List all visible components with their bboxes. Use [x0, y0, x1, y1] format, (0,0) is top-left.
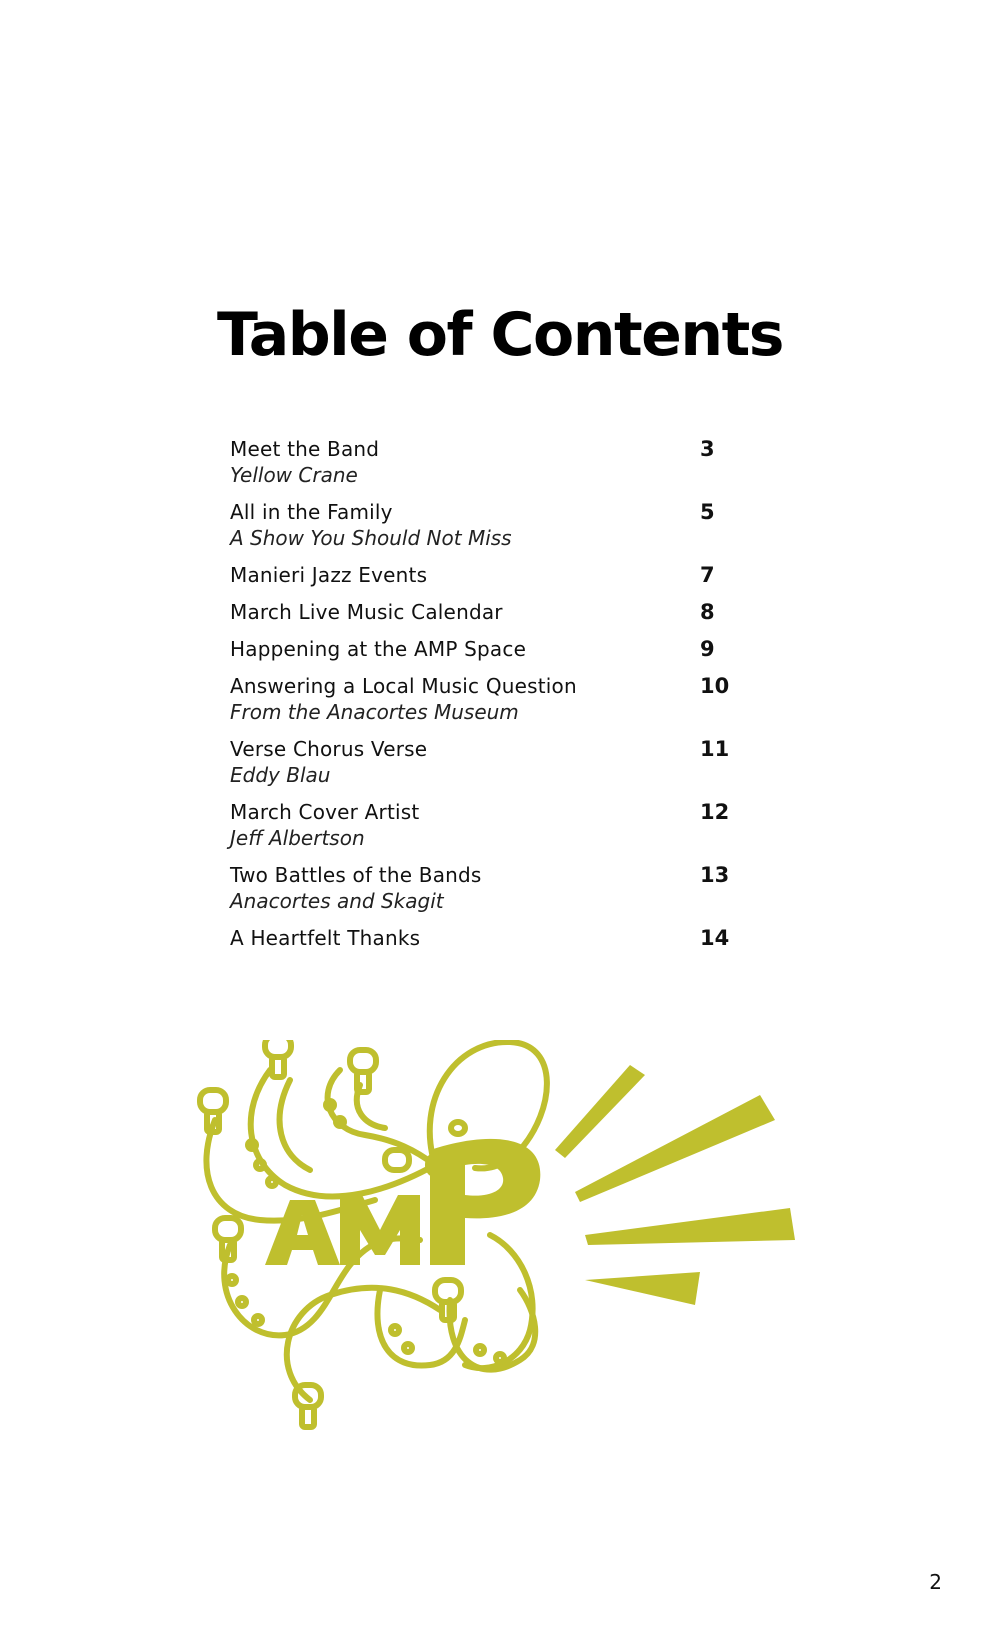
toc-entry-page: 8 — [700, 600, 715, 624]
toc-entry[interactable] — [230, 736, 740, 788]
toc-entry[interactable] — [230, 862, 740, 914]
toc-entry-title: March Live Music Calendar — [230, 600, 503, 624]
toc-entry-title: Answering a Local Music Question — [230, 674, 577, 698]
amp-octopus-logo-icon — [190, 1040, 830, 1450]
table-of-contents — [230, 436, 740, 962]
toc-entry-title: Verse Chorus Verse — [230, 737, 428, 761]
toc-entry-page: 14 — [700, 926, 730, 950]
toc-entry[interactable] — [230, 499, 740, 551]
toc-entry-title: March Cover Artist — [230, 800, 420, 824]
toc-entry-title: All in the Family — [230, 500, 393, 524]
toc-entry-subtitle: Jeff Albertson — [230, 826, 365, 850]
toc-entry[interactable] — [230, 673, 740, 725]
toc-entry-subtitle: Anacortes and Skagit — [230, 889, 444, 913]
toc-entry-page: 12 — [700, 800, 730, 824]
toc-entry-page: 9 — [700, 637, 715, 661]
toc-entry-page: 10 — [700, 674, 730, 698]
page-number: 2 — [929, 1570, 942, 1594]
toc-entry-subtitle: Eddy Blau — [230, 763, 331, 787]
toc-entry-title: A Heartfelt Thanks — [230, 926, 421, 950]
toc-entry-subtitle: A Show You Should Not Miss — [230, 526, 512, 550]
page-title: Table of Contents — [217, 300, 783, 370]
toc-entry-subtitle: From the Anacortes Museum — [230, 700, 519, 724]
toc-entry[interactable] — [230, 562, 740, 588]
toc-entry[interactable] — [230, 799, 740, 851]
toc-entry[interactable] — [230, 436, 740, 488]
toc-entry[interactable] — [230, 599, 740, 625]
toc-entry-page: 5 — [700, 500, 715, 524]
toc-entry-subtitle: Yellow Crane — [230, 463, 358, 487]
toc-entry[interactable] — [230, 925, 740, 951]
toc-entry-title: Two Battles of the Bands — [230, 863, 482, 887]
toc-entry-page: 11 — [700, 737, 730, 761]
toc-entry-page: 7 — [700, 563, 715, 587]
toc-entry-page: 3 — [700, 437, 715, 461]
toc-entry[interactable] — [230, 636, 740, 662]
toc-entry-title: Happening at the AMP Space — [230, 637, 527, 661]
toc-entry-title: Manieri Jazz Events — [230, 563, 428, 587]
toc-entry-title: Meet the Band — [230, 437, 380, 461]
toc-entry-page: 13 — [700, 863, 730, 887]
